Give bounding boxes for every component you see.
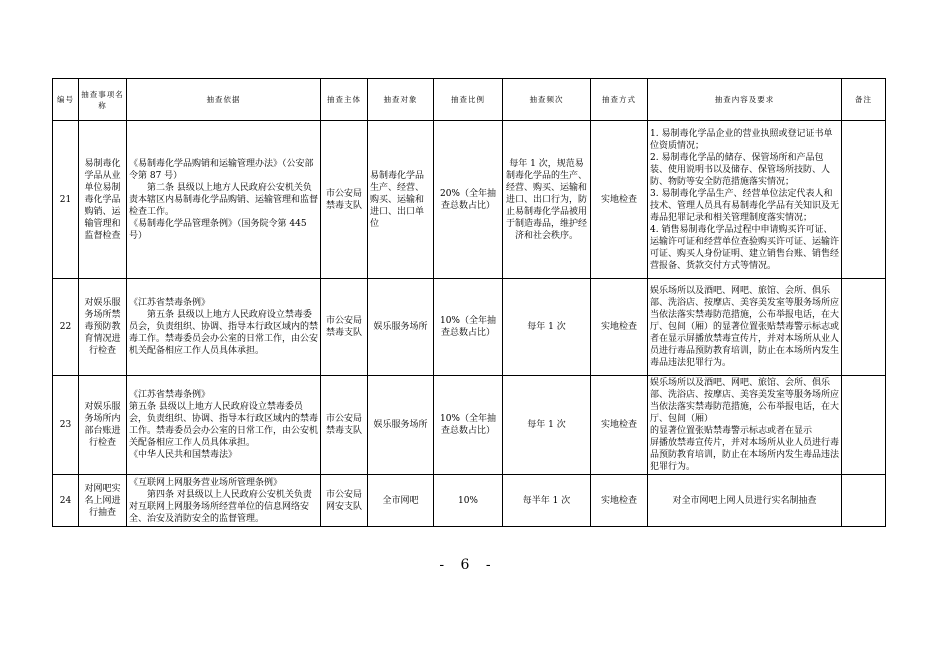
row-item: 对网吧实名上网进行抽查 [79, 475, 127, 527]
row-ratio: 10% [434, 475, 503, 527]
row-requirements: 1. 易制毒化学品企业的营业执照或登记证书单位资质情况； 2. 易制毒化学品的储存、保管场所和产品包装、使用说明书以及储存、保管场所技防、人防、物防等安全防范措施落实情况； 3. 易制毒化学品生产、经营单位法定代表人和技术、管理人员具有易制毒化学品有关知识及无毒品犯罪记录和相关管理制度落实情况； 4. 销售易制毒化学品过程中申请购买许可证、运输许可证和经营单位查验购买许可证、运输许可证、购买人身份证明、建立销售台账、销售经营报备、货款交付方式等情况。 [648, 121, 842, 279]
row-target: 易制毒化学品生产、经营、购买、运输和进口、出口单位 [368, 121, 434, 279]
header-remark: 备注 [842, 79, 886, 121]
row-basis: 《易制毒化学品购销和运输管理办法》（公安部令第 87 号） 第二条 县级以上地方人民政府公安机关负责本辖区内易制毒化学品购销、运输管理和监督检查工作。 《易制毒化学品管理条例》（国务院令第 445 号） [127, 121, 321, 279]
header-item: 抽查事项名称 [79, 79, 127, 121]
row-target: 全市网吧 [368, 475, 434, 527]
table-row [53, 121, 886, 279]
row-frequency: 每年 1 次 [503, 376, 591, 475]
header-subject: 抽查主体 [321, 79, 368, 121]
row-basis: 《互联网上网服务营业场所管理条例》 第四条 对县级以上人民政府公安机关负责对互联网上网服务场所经营单位的信息网络安全、治安及消防安全的监督管理。 [127, 475, 321, 527]
row-method: 实地检查 [591, 475, 648, 527]
row-target: 娱乐服务场所 [368, 376, 434, 475]
row-subject: 市公安局禁毒支队 [321, 279, 368, 376]
table-row [53, 279, 886, 376]
row-remark [842, 475, 886, 527]
row-item: 对娱乐服务场所禁毒预防教育情况进行检查 [79, 279, 127, 376]
row-subject: 市公安局禁毒支队 [321, 121, 368, 279]
row-ratio: 10%（全年抽查总数占比） [434, 376, 503, 475]
row-method: 实地检查 [591, 279, 648, 376]
table-row [53, 475, 886, 527]
table-header-row [53, 79, 886, 121]
row-ratio: 20%（全年抽查总数占比） [434, 121, 503, 279]
row-frequency: 每年 1 次 [503, 279, 591, 376]
row-basis: 《江苏省禁毒条例》 第五条 县级以上地方人民政府设立禁毒委员会，负责组织、协调、指导本行政区域内的禁毒工作。禁毒委员会办公室的日常工作，由公安机关配备相应工作人员具体承担。 《中华人民共和国禁毒法》 [127, 376, 321, 475]
row-requirements: 娱乐场所以及酒吧、网吧、旅馆、会所、俱乐部、洗浴店、按摩店、美容美发室等服务场所应当依法落实禁毒防范措施，公布举报电话，在大厅、包间（厢）的显著位置张贴禁毒警示标志或者在显示屏播放禁毒宣传片，并对本场所从业人员进行毒品预防教育培训，防止在本场所内发生毒品违法犯罪行为。 [648, 279, 842, 376]
inspection-table [52, 78, 886, 527]
header-ratio: 抽查比例 [434, 79, 503, 121]
row-no: 23 [53, 376, 79, 475]
row-method: 实地检查 [591, 121, 648, 279]
row-remark [842, 279, 886, 376]
page-number: - 6 - [439, 557, 497, 573]
row-ratio: 10%（全年抽查总数占比） [434, 279, 503, 376]
row-frequency: 每半年 1 次 [503, 475, 591, 527]
header-requirements: 抽查内容及要求 [648, 79, 842, 121]
row-subject: 市公安局网安支队 [321, 475, 368, 527]
row-no: 22 [53, 279, 79, 376]
header-basis: 抽查依据 [127, 79, 321, 121]
row-item: 易制毒化学品从业单位易制毒化学品购销、运输管理和监督检查 [79, 121, 127, 279]
header-frequency: 抽查频次 [503, 79, 591, 121]
row-no: 21 [53, 121, 79, 279]
row-requirements: 对全市网吧上网人员进行实名制抽查 [648, 475, 842, 527]
row-subject: 市公安局禁毒支队 [321, 376, 368, 475]
header-target: 抽查对象 [368, 79, 434, 121]
table-row [53, 376, 886, 475]
row-frequency: 每年 1 次，规范易制毒化学品的生产、经营、购买、运输和进口、出口行为，防止易制毒化学品被用于制造毒品，维护经济和社会秩序。 [503, 121, 591, 279]
header-method: 抽查方式 [591, 79, 648, 121]
row-basis: 《江苏省禁毒条例》 第五条 县级以上地方人民政府设立禁毒委员会，负责组织、协调、指导本行政区域内的禁毒工作。禁毒委员会办公室的日常工作，由公安机关配备相应工作人员具体承担。 [127, 279, 321, 376]
row-item: 对娱乐服务场所内部台账进行检查 [79, 376, 127, 475]
row-requirements: 娱乐场所以及酒吧、网吧、旅馆、会所、俱乐部、洗浴店、按摩店、美容美发室等服务场所应当依法落实禁毒防范措施，公布举报电话，在大厅、包间（厢） 的显著位置张贴禁毒警示标志或者在显示 屏播放禁毒宣传片，并对本场所从业人员进行毒品预防教育培训，防止在本场所内发生毒品违法犯罪行为。 [648, 376, 842, 475]
row-target: 娱乐服务场所 [368, 279, 434, 376]
row-remark [842, 376, 886, 475]
row-method: 实地检查 [591, 376, 648, 475]
row-remark [842, 121, 886, 279]
header-no: 编号 [53, 79, 79, 121]
row-no: 24 [53, 475, 79, 527]
